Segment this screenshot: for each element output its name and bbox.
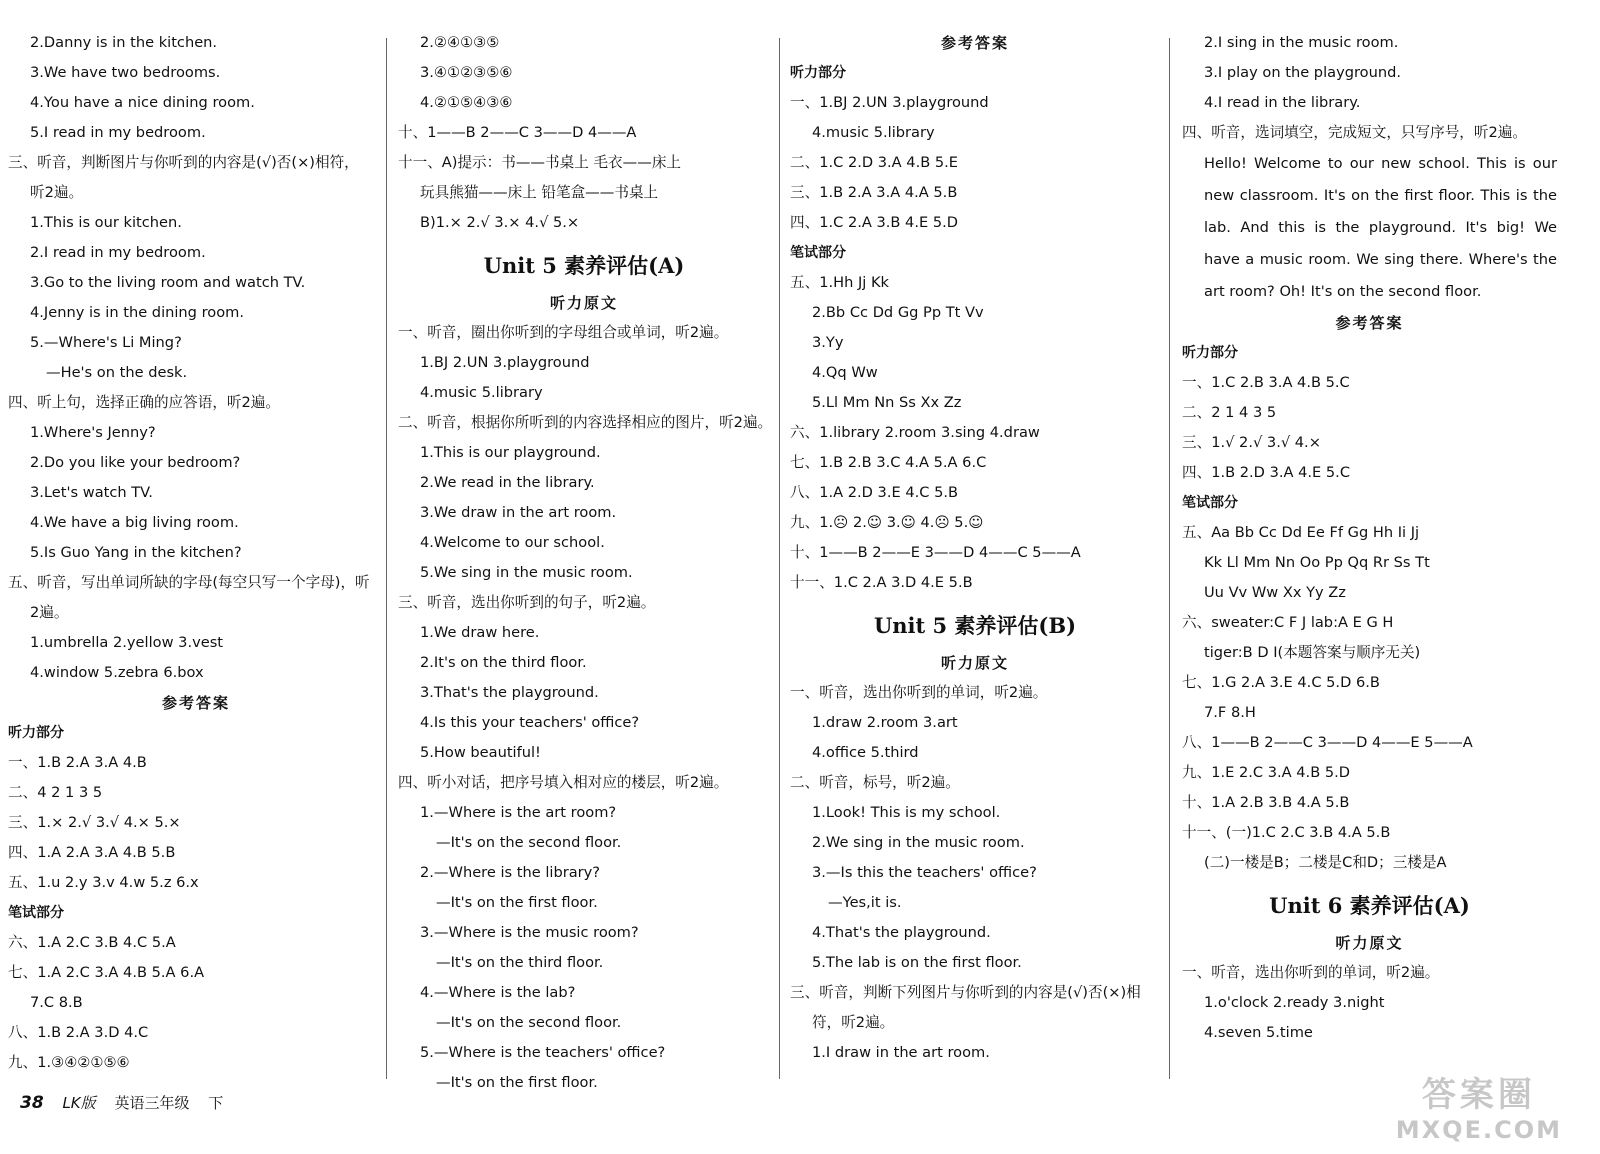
text-line: 二、4 2 1 3 5 xyxy=(8,784,103,801)
text-line: —It's on the third floor. xyxy=(436,954,604,971)
text-line: 4.—Where is the lab? xyxy=(420,984,576,1001)
section-heading: 听力原文 xyxy=(549,294,618,312)
unit-heading: Unit 5 素养评估(A) xyxy=(483,253,685,278)
text-line: 十、1——B 2——E 3——D 4——C 5——A xyxy=(790,544,1081,561)
text-line: 1.Where's Jenny? xyxy=(30,424,156,441)
text-line: 4.Jenny is in the dining room. xyxy=(30,304,244,321)
text-line: 5.Ll Mm Nn Ss Xx Zz xyxy=(812,394,962,411)
text-line: 三、1.× 2.√ 3.√ 4.× 5.× xyxy=(8,814,181,831)
text-line: 2.We read in the library. xyxy=(420,474,595,491)
text-line: 五、1.u 2.y 3.v 4.w 5.z 6.x xyxy=(8,874,199,891)
text-line: 五、听音，写出单词所缺的字母(每空只写一个字母)，听 xyxy=(8,574,370,591)
text-line: 2.Do you like your bedroom? xyxy=(30,454,241,471)
text-line: 5.I read in my bedroom. xyxy=(30,124,206,141)
text-line: 四、1.B 2.D 3.A 4.E 5.C xyxy=(1182,464,1351,481)
text-line: 4.Is this your teachers' office? xyxy=(420,714,640,731)
text-line: —It's on the first floor. xyxy=(436,1074,598,1091)
text-line: 4.Welcome to our school. xyxy=(420,534,605,551)
page-number: 38 xyxy=(20,1093,44,1113)
text-line: 一、听音，圈出你听到的字母组合或单词，听2遍。 xyxy=(398,324,729,341)
text-line: 七、1.B 2.B 3.C 4.A 5.A 6.C xyxy=(790,454,987,471)
text-line: 3.That's the playground. xyxy=(420,684,599,701)
section-heading: 听力原文 xyxy=(1335,934,1404,952)
text-line: 1.—Where is the art room? xyxy=(420,804,617,821)
edition-label: LK版 xyxy=(62,1094,96,1112)
text-line: 3.—Is this the teachers' office? xyxy=(812,864,1037,881)
text-line: 三、听音，判断下列图片与你听到的内容是(√)否(×)相 xyxy=(790,984,1141,1001)
section-heading: 参考答案 xyxy=(161,694,230,712)
text-line: 玩具熊猫——床上 铅笔盒——书桌上 xyxy=(420,184,659,201)
text-line: 2.I read in my bedroom. xyxy=(30,244,206,261)
column-2 xyxy=(398,28,773,1106)
text-line: 八、1.B 2.A 3.D 4.C xyxy=(8,1024,149,1041)
text-line: 4.That's the playground. xyxy=(812,924,991,941)
column-divider xyxy=(779,38,780,1079)
text-line: —Yes,it is. xyxy=(828,894,902,911)
text-line: 二、听音，根据你所听到的内容选择相应的图片，听2遍。 xyxy=(398,414,773,431)
text-line: 3.Let's watch TV. xyxy=(30,484,153,501)
text-line: 5.—Where's Li Ming? xyxy=(30,334,182,351)
text-line: 六、1.library 2.room 3.sing 4.draw xyxy=(790,424,1040,441)
text-line: 1.umbrella 2.yellow 3.vest xyxy=(30,634,224,651)
text-line: 十一、(一)1.C 2.C 3.B 4.A 5.B xyxy=(1182,824,1391,841)
text-line: 七、1.G 2.A 3.E 4.C 5.D 6.B xyxy=(1182,674,1380,691)
text-line: 符，听2遍。 xyxy=(812,1014,895,1031)
text-line: 一、1.B 2.A 3.A 4.B xyxy=(8,754,147,771)
text-line: 一、听音，选出你听到的单词，听2遍。 xyxy=(790,684,1048,701)
text-line: 2遍。 xyxy=(30,604,69,621)
text-line: 九、1.E 2.C 3.A 4.B 5.D xyxy=(1182,764,1351,781)
text-line: 三、1.√ 2.√ 3.√ 4.× xyxy=(1182,434,1321,451)
text-line: 十一、A)提示：书——书桌上 毛衣——床上 xyxy=(398,154,682,171)
text-line: 四、听上句，选择正确的应答语，听2遍。 xyxy=(8,394,280,411)
text-line: —He's on the desk. xyxy=(46,364,188,381)
text-line: 1.o'clock 2.ready 3.night xyxy=(1204,994,1385,1011)
text-line: 2.We sing in the music room. xyxy=(812,834,1025,851)
text-line: 3.Go to the living room and watch TV. xyxy=(30,274,306,291)
text-line: 二、听音，标号，听2遍。 xyxy=(790,774,960,791)
text-line: 八、1.A 2.D 3.E 4.C 5.B xyxy=(790,484,959,501)
text-line: B)1.× 2.√ 3.× 4.√ 5.× xyxy=(420,214,580,231)
column-divider xyxy=(1169,38,1170,1079)
subsection-label: 听力部分 xyxy=(8,725,64,741)
subsection-label: 笔试部分 xyxy=(790,245,846,261)
text-line: 二、1.C 2.D 3.A 4.B 5.E xyxy=(790,154,959,171)
text-line: 四、听音，选词填空，完成短文，只写序号，听2遍。 xyxy=(1182,124,1527,141)
text-line: 1.draw 2.room 3.art xyxy=(812,714,958,731)
text-line: 3.—Where is the music room? xyxy=(420,924,639,941)
text-line: 7.C 8.B xyxy=(30,994,83,1011)
text-line: 三、听音，判断图片与你听到的内容是(√)否(×)相符， xyxy=(8,154,359,171)
text-line: 七、1.A 2.C 3.A 4.B 5.A 6.A xyxy=(8,964,205,981)
text-line: tiger:B D I(本题答案与顺序无关) xyxy=(1204,644,1421,661)
text-line: Kk Ll Mm Nn Oo Pp Qq Rr Ss Tt xyxy=(1204,554,1430,571)
text-line: 4.music 5.library xyxy=(812,124,935,141)
text-line: 八、1——B 2——C 3——D 4——E 5——A xyxy=(1182,734,1473,751)
column-1 xyxy=(8,28,384,1106)
column-3 xyxy=(790,28,1160,1106)
text-line: 六、1.A 2.C 3.B 4.C 5.A xyxy=(8,934,176,951)
text-line: 三、听音，选出你听到的句子，听2遍。 xyxy=(398,594,656,611)
text-line: 一、1.BJ 2.UN 3.playground xyxy=(790,94,989,111)
text-line: 3.We have two bedrooms. xyxy=(30,64,221,81)
text-line: 1.BJ 2.UN 3.playground xyxy=(420,354,590,371)
volume-label: 下 xyxy=(208,1094,224,1112)
text-line: 二、2 1 4 3 5 xyxy=(1182,404,1277,421)
text-line: 1.I draw in the art room. xyxy=(812,1044,990,1061)
text-line: Uu Vv Ww Xx Yy Zz xyxy=(1204,584,1346,601)
text-line: 四、听小对话，把序号填入相对应的楼层，听2遍。 xyxy=(398,774,729,791)
text-line: 2.—Where is the library? xyxy=(420,864,601,881)
text-line: 一、1.C 2.B 3.A 4.B 5.C xyxy=(1182,374,1350,391)
subsection-label: 听力部分 xyxy=(790,65,846,81)
text-line: 十、1.A 2.B 3.B 4.A 5.B xyxy=(1182,794,1350,811)
text-line: 五、Aa Bb Cc Dd Ee Ff Gg Hh Ii Jj xyxy=(1182,524,1420,541)
text-line: 4.You have a nice dining room. xyxy=(30,94,255,111)
text-line: 五、1.Hh Jj Kk xyxy=(790,274,889,291)
text-line: 5.We sing in the music room. xyxy=(420,564,633,581)
text-line: 2.It's on the third floor. xyxy=(420,654,587,671)
text-line: 1.This is our playground. xyxy=(420,444,601,461)
text-line: 六、sweater:C F J lab:A E G H xyxy=(1182,614,1394,631)
text-line: 3.Yy xyxy=(812,334,844,351)
text-line: 2.Danny is in the kitchen. xyxy=(30,34,218,51)
text-line: —It's on the second floor. xyxy=(436,1014,622,1031)
text-line: 九、1.☹ 2.☺ 3.☺ 4.☹ 5.☺ xyxy=(790,514,984,531)
text-line: 1.This is our kitchen. xyxy=(30,214,182,231)
text-line: 5.The lab is on the first floor. xyxy=(812,954,1022,971)
text-line: 4.office 5.third xyxy=(812,744,919,761)
text-line: 三、1.B 2.A 3.A 4.A 5.B xyxy=(790,184,958,201)
unit-heading: Unit 5 素养评估(B) xyxy=(873,613,1077,638)
text-line: 4.window 5.zebra 6.box xyxy=(30,664,204,681)
text-line: 2.②④①③⑤ xyxy=(420,34,500,51)
text-line: 4.Qq Ww xyxy=(812,364,878,381)
text-line: —It's on the first floor. xyxy=(436,894,598,911)
subsection-label: 笔试部分 xyxy=(8,905,64,921)
column-4 xyxy=(1182,28,1557,1106)
text-line: 4.We have a big living room. xyxy=(30,514,239,531)
text-line: 2.I sing in the music room. xyxy=(1204,34,1399,51)
text-line: 5.How beautiful! xyxy=(420,744,541,761)
section-heading: 听力原文 xyxy=(940,654,1009,672)
page-footer xyxy=(20,1092,223,1113)
subject-label: 英语三年级 xyxy=(114,1094,190,1112)
text-line: 7.F 8.H xyxy=(1204,704,1256,721)
text-line: 4.I read in the library. xyxy=(1204,94,1361,111)
column-divider xyxy=(386,38,387,1079)
text-line: 四、1.A 2.A 3.A 4.B 5.B xyxy=(8,844,176,861)
text-line: 1.We draw here. xyxy=(420,624,540,641)
text-line: —It's on the second floor. xyxy=(436,834,622,851)
watermark-title: 答案圈 xyxy=(1421,1075,1536,1115)
text-line: 听2遍。 xyxy=(30,184,84,201)
text-line: 一、听音，选出你听到的单词，听2遍。 xyxy=(1182,964,1440,981)
text-line: 四、1.C 2.A 3.B 4.E 5.D xyxy=(790,214,959,231)
unit-heading: Unit 6 素养评估(A) xyxy=(1269,893,1470,918)
text-line: 2.Bb Cc Dd Gg Pp Tt Vv xyxy=(812,304,984,321)
watermark-logo xyxy=(1396,1067,1562,1144)
text-line: 九、1.③④②①⑤⑥ xyxy=(8,1054,130,1071)
text-line: 4.②①⑤④③⑥ xyxy=(420,94,513,111)
passage-paragraph: Hello! Welcome to our new school. This is our new classroom. It's on the first floor. This is the lab. And this is the playground. It's big! We have a music room. We sing there. Where's the art room? Oh! It's on the second floor. xyxy=(1204,155,1557,300)
section-heading: 参考答案 xyxy=(1335,314,1404,332)
text-line: 4.music 5.library xyxy=(420,384,543,401)
watermark-url: MXQE.COM xyxy=(1395,1116,1562,1144)
text-line: 1.Look! This is my school. xyxy=(812,804,1001,821)
section-heading: 参考答案 xyxy=(940,34,1009,52)
text-line: 3.④①②③⑤⑥ xyxy=(420,64,513,81)
text-line: 3.We draw in the art room. xyxy=(420,504,617,521)
text-line: 3.I play on the playground. xyxy=(1204,64,1401,81)
text-line: 十、1——B 2——C 3——D 4——A xyxy=(398,124,637,141)
subsection-label: 听力部分 xyxy=(1182,345,1238,361)
subsection-label: 笔试部分 xyxy=(1182,495,1238,511)
text-line: 5.Is Guo Yang in the kitchen? xyxy=(30,544,242,561)
text-line: 4.seven 5.time xyxy=(1204,1024,1313,1041)
text-line: 十一、1.C 2.A 3.D 4.E 5.B xyxy=(790,574,973,591)
text-line: 5.—Where is the teachers' office? xyxy=(420,1044,666,1061)
text-line: (二)一楼是B；二楼是C和D；三楼是A xyxy=(1204,854,1447,871)
